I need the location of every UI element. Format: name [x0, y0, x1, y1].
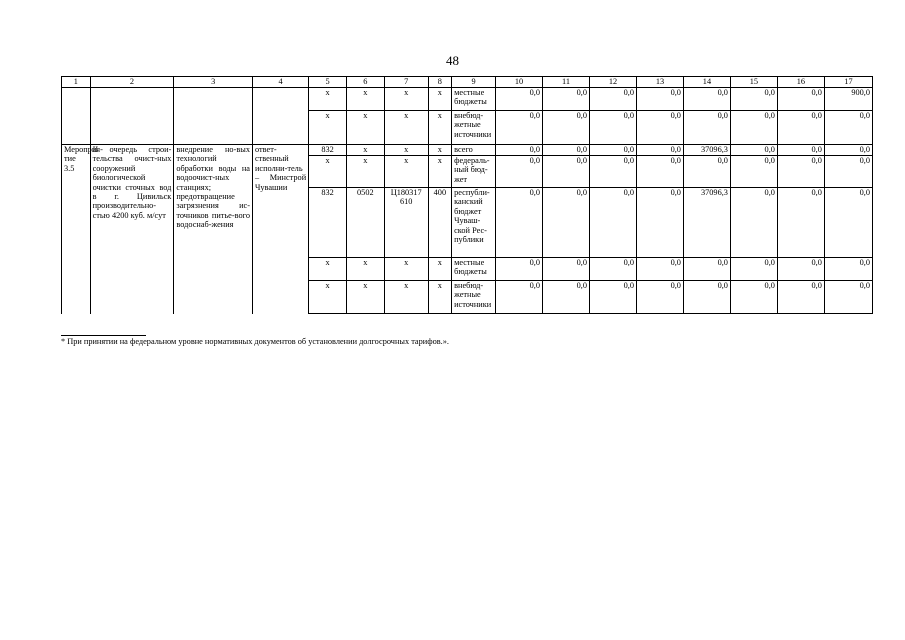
cell-c8: 400 [428, 188, 451, 258]
cell-c5: x [309, 258, 347, 281]
value-cell: 0,0 [730, 281, 777, 314]
value-cell: 0,0 [496, 145, 543, 156]
value-cell: 0,0 [543, 156, 590, 188]
value-cell: 0,0 [496, 281, 543, 314]
value-cell: 0,0 [589, 258, 636, 281]
cell-c7: x [384, 258, 428, 281]
cell-c8: x [428, 156, 451, 188]
empty-cell [174, 88, 253, 145]
value-cell: 0,0 [777, 156, 824, 188]
header-cell: 12 [589, 77, 636, 88]
value-cell: 0,0 [777, 145, 824, 156]
cell-c7: x [384, 88, 428, 111]
value-cell: 0,0 [496, 88, 543, 111]
value-cell: 0,0 [683, 281, 730, 314]
value-cell: 900,0 [824, 88, 872, 111]
funding-source: всего [452, 145, 496, 156]
cell-c6: x [346, 145, 384, 156]
value-cell: 0,0 [589, 145, 636, 156]
value-cell: 0,0 [496, 156, 543, 188]
value-cell: 0,0 [730, 258, 777, 281]
header-cell: 17 [824, 77, 872, 88]
header-cell: 2 [90, 77, 174, 88]
cell-c5: x [309, 156, 347, 188]
value-cell: 37096,3 [683, 188, 730, 258]
value-cell: 0,0 [543, 258, 590, 281]
value-cell: 0,0 [496, 188, 543, 258]
header-cell: 3 [174, 77, 253, 88]
value-cell: 0,0 [589, 281, 636, 314]
cell-c6: 0502 [346, 188, 384, 258]
cell-c7: x [384, 281, 428, 314]
value-cell: 0,0 [730, 88, 777, 111]
value-cell: 37096,3 [683, 145, 730, 156]
value-cell: 0,0 [824, 111, 872, 145]
header-cell: 9 [452, 77, 496, 88]
header-cell: 7 [384, 77, 428, 88]
value-cell: 0,0 [777, 281, 824, 314]
funding-source: республи-канский бюджет Чуваш-ской Рес-публики [452, 188, 496, 258]
header-cell: 13 [636, 77, 683, 88]
value-cell: 0,0 [636, 258, 683, 281]
value-cell: 0,0 [777, 188, 824, 258]
event-title: II очередь строи-тельства очист-ных сооружений биологической очистки сточных вод в г. Цивильск производительно-стью 4200 куб. м/сут [90, 145, 174, 314]
header-cell: 4 [252, 77, 308, 88]
cell-c5: 832 [309, 188, 347, 258]
value-cell: 0,0 [824, 258, 872, 281]
value-cell: 0,0 [683, 111, 730, 145]
table-row [62, 145, 873, 156]
event-description: внедрение но-вых технологий обработки воды на водоочист-ных станциях; предотвращение загрязнения ис-точников питье-вого водоснаб-жения [174, 145, 253, 314]
value-cell: 0,0 [683, 156, 730, 188]
value-cell: 0,0 [636, 156, 683, 188]
value-cell: 0,0 [777, 111, 824, 145]
cell-c7: x [384, 156, 428, 188]
empty-cell [62, 88, 91, 145]
funding-source: внебюд-жетные источники [452, 281, 496, 314]
header-cell: 10 [496, 77, 543, 88]
value-cell: 0,0 [636, 188, 683, 258]
value-cell: 0,0 [543, 188, 590, 258]
cell-c8: x [428, 281, 451, 314]
value-cell: 0,0 [589, 156, 636, 188]
event-name: Мероприя-тие 3.5 [62, 145, 91, 314]
cell-c5: x [309, 88, 347, 111]
value-cell: 0,0 [824, 281, 872, 314]
cell-c6: x [346, 88, 384, 111]
value-cell: 0,0 [777, 258, 824, 281]
cell-c7: Ц180317 610 [384, 188, 428, 258]
value-cell: 0,0 [589, 88, 636, 111]
value-cell: 0,0 [636, 88, 683, 111]
value-cell: 0,0 [824, 145, 872, 156]
cell-c8: x [428, 258, 451, 281]
value-cell: 0,0 [589, 188, 636, 258]
value-cell: 0,0 [636, 145, 683, 156]
cell-c6: x [346, 156, 384, 188]
value-cell: 0,0 [496, 258, 543, 281]
header-cell: 11 [543, 77, 590, 88]
value-cell: 0,0 [683, 258, 730, 281]
value-cell: 0,0 [824, 156, 872, 188]
cell-c6: x [346, 258, 384, 281]
cell-c8: x [428, 111, 451, 145]
empty-cell [252, 88, 308, 145]
cell-c5: x [309, 281, 347, 314]
footnote-separator [61, 335, 146, 336]
value-cell: 0,0 [589, 111, 636, 145]
value-cell: 0,0 [730, 156, 777, 188]
value-cell: 0,0 [636, 281, 683, 314]
empty-cell [90, 88, 174, 145]
header-cell: 15 [730, 77, 777, 88]
value-cell: 0,0 [543, 281, 590, 314]
value-cell: 0,0 [683, 88, 730, 111]
cell-c8: x [428, 145, 451, 156]
funding-source: внебюд-жетные источники [452, 111, 496, 145]
cell-c7: x [384, 111, 428, 145]
cell-c6: x [346, 281, 384, 314]
value-cell: 0,0 [543, 88, 590, 111]
value-cell: 0,0 [824, 188, 872, 258]
value-cell: 0,0 [496, 111, 543, 145]
value-cell: 0,0 [636, 111, 683, 145]
header-cell: 6 [346, 77, 384, 88]
header-cell: 5 [309, 77, 347, 88]
value-cell: 0,0 [730, 111, 777, 145]
cell-c6: x [346, 111, 384, 145]
value-cell: 0,0 [543, 145, 590, 156]
funding-source: местные бюджеты [452, 258, 496, 281]
value-cell: 0,0 [777, 88, 824, 111]
page-number: 48 [446, 53, 459, 68]
cell-c5: 832 [309, 145, 347, 156]
footnote: * При принятии на федеральном уровне нормативных документов об установлении долгосрочных тарифов.». [61, 337, 449, 346]
funding-source: федераль-ный бюд-жет [452, 156, 496, 188]
table-row [62, 88, 873, 111]
header-row [62, 77, 873, 88]
cell-c8: x [428, 88, 451, 111]
value-cell: 0,0 [543, 111, 590, 145]
header-cell: 16 [777, 77, 824, 88]
cell-c5: x [309, 111, 347, 145]
header-cell: 1 [62, 77, 91, 88]
event-executor: ответ-ственный исполни-тель – Минстрой Чувашии [252, 145, 308, 314]
header-cell: 8 [428, 77, 451, 88]
funding-source: местные бюджеты [452, 88, 496, 111]
program-table [61, 76, 873, 314]
header-cell: 14 [683, 77, 730, 88]
value-cell: 0,0 [730, 145, 777, 156]
value-cell: 0,0 [730, 188, 777, 258]
cell-c7: x [384, 145, 428, 156]
